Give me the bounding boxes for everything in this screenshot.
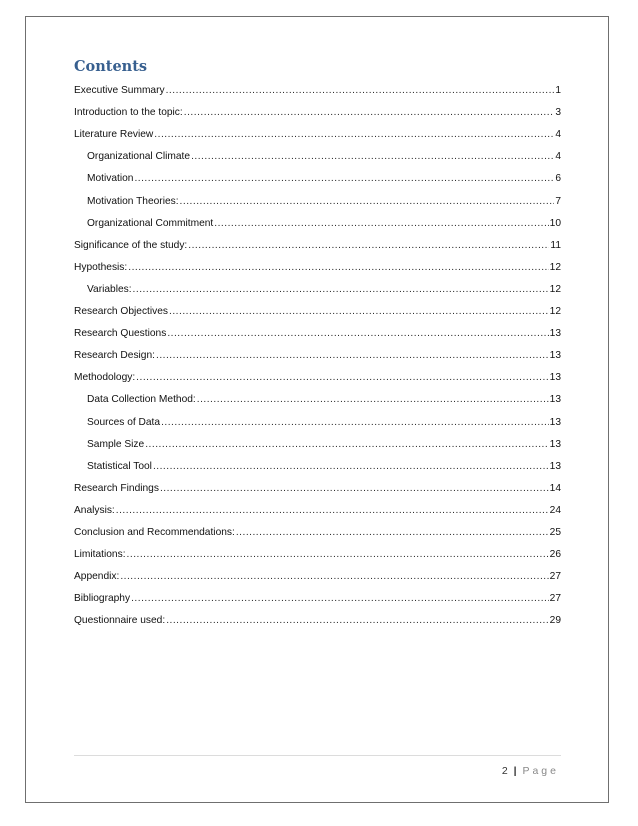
toc-entry-text: Research Questions: [74, 328, 167, 340]
toc-entry[interactable]: [74, 604, 561, 626]
toc-dot-leader: [134, 173, 554, 184]
toc-entry-text: Analysis:: [74, 504, 115, 516]
toc-dot-leader: [169, 306, 549, 317]
toc-entry[interactable]: [74, 428, 561, 450]
toc-entry-page: 12: [549, 283, 561, 295]
footer-page-label: Page: [522, 765, 559, 777]
page-footer: [502, 765, 559, 777]
toc-entry[interactable]: [74, 450, 561, 472]
toc-dot-leader: [160, 483, 549, 494]
toc-entry[interactable]: [74, 472, 561, 494]
toc-entry[interactable]: [74, 538, 561, 560]
toc-entry-page: 13: [549, 350, 561, 362]
toc-entry-text: Research Findings: [74, 482, 159, 494]
toc-dot-leader: [167, 328, 548, 339]
toc-entry-text: Motivation: [87, 173, 134, 185]
toc-dot-leader: [166, 85, 555, 96]
toc-entry[interactable]: [74, 273, 561, 295]
toc-entry[interactable]: [74, 295, 561, 317]
toc-entry-page: 12: [549, 261, 561, 273]
toc-dot-leader: [145, 439, 548, 450]
toc-entry-text: Data Collection Method:: [87, 394, 196, 406]
toc-dot-leader: [191, 151, 554, 162]
toc-entry-text: Significance of the study:: [74, 239, 188, 251]
toc-title: Contents: [74, 58, 148, 75]
toc-dot-leader: [161, 417, 549, 428]
toc-entry-text: Research Objectives: [74, 306, 168, 318]
toc-dot-leader: [166, 615, 548, 626]
footer-page-number: 2: [501, 765, 508, 777]
toc-entry-page: 1: [555, 85, 561, 97]
toc-dot-leader: [184, 107, 555, 118]
toc-entry-text: Motivation Theories:: [87, 195, 179, 207]
toc-entry-page: 13: [549, 328, 561, 340]
toc-dot-leader: [133, 284, 549, 295]
toc-entry-page: 27: [549, 593, 561, 605]
toc-entry-text: Introduction to the topic:: [74, 107, 183, 119]
toc-entry-page: 12: [549, 306, 561, 318]
footer-rule: [74, 755, 561, 756]
toc-entry-text: Research Design:: [74, 350, 155, 362]
toc-dot-leader: [136, 372, 548, 383]
toc-entry-page: 11: [550, 239, 561, 251]
toc-entry-text: Variables:: [87, 283, 132, 295]
toc-entry[interactable]: [74, 140, 561, 162]
toc-entry-text: Organizational Commitment: [87, 217, 214, 229]
toc-entry-text: Appendix:: [74, 571, 120, 583]
toc-entry-text: Questionnaire used:: [74, 615, 166, 627]
toc-entry-page: 10: [549, 217, 561, 229]
toc-entry-page: 7: [555, 195, 561, 207]
toc-dot-leader: [236, 527, 549, 538]
toc-entry[interactable]: [74, 184, 561, 206]
toc-dot-leader: [131, 593, 549, 604]
toc-entry[interactable]: [74, 229, 561, 251]
toc-entry-page: 13: [549, 394, 561, 406]
toc-dot-leader: [156, 350, 549, 361]
toc-entry-page: 26: [549, 549, 561, 561]
toc-entry-text: Literature Review: [74, 129, 154, 141]
toc-entry-page: 25: [549, 526, 561, 538]
toc-entry[interactable]: [74, 405, 561, 427]
toc-entry[interactable]: [74, 339, 561, 361]
toc-entry-page: 4: [555, 129, 561, 141]
toc-entry[interactable]: [74, 251, 561, 273]
toc-entry-text: Bibliography: [74, 593, 131, 605]
toc-entry[interactable]: [74, 383, 561, 405]
toc-entry-page: 13: [549, 460, 561, 472]
toc-entry[interactable]: [74, 560, 561, 582]
toc-entry-text: Statistical Tool: [87, 460, 152, 472]
toc-entry-text: Sample Size: [87, 438, 145, 450]
toc-entry[interactable]: [74, 96, 561, 118]
toc-entry-text: Limitations:: [74, 549, 126, 561]
footer-separator: |: [513, 765, 517, 777]
toc-entry-page: 13: [549, 416, 561, 428]
toc-entry-text: Sources of Data: [87, 416, 161, 428]
toc-entry-page: 29: [549, 615, 561, 627]
toc-dot-leader: [197, 394, 549, 405]
toc-entry-page: 13: [549, 438, 561, 450]
toc-dot-leader: [153, 461, 549, 472]
toc-entry-page: 13: [549, 372, 561, 384]
toc-dot-leader: [120, 571, 548, 582]
toc-dot-leader: [128, 262, 548, 273]
toc-entry-text: Executive Summary: [74, 85, 165, 97]
toc-list: [74, 74, 561, 626]
toc-entry-text: Hypothesis:: [74, 261, 128, 273]
toc-entry-page: 24: [549, 504, 561, 516]
toc-dot-leader: [180, 196, 555, 207]
toc-entry-text: Organizational Climate: [87, 151, 191, 163]
toc-entry-text: Methodology:: [74, 372, 136, 384]
toc-entry[interactable]: [74, 317, 561, 339]
toc-entry[interactable]: [74, 516, 561, 538]
toc-entry-page: 6: [555, 173, 561, 185]
toc-entry-page: 14: [549, 482, 561, 494]
toc-entry-page: 4: [555, 151, 561, 163]
toc-dot-leader: [127, 549, 549, 560]
toc-entry-page: 27: [549, 571, 561, 583]
toc-entry-page: 3: [555, 107, 561, 119]
toc-dot-leader: [188, 240, 549, 251]
toc-entry[interactable]: [74, 582, 561, 604]
toc-entry[interactable]: [74, 118, 561, 140]
toc-entry[interactable]: [74, 162, 561, 184]
toc-entry[interactable]: [74, 494, 561, 516]
toc-dot-leader: [214, 218, 548, 229]
toc-dot-leader: [116, 505, 549, 516]
toc-entry-text: Conclusion and Recommendations:: [74, 526, 235, 538]
toc-dot-leader: [154, 129, 554, 140]
toc-entry[interactable]: [74, 74, 561, 96]
toc-entry[interactable]: [74, 207, 561, 229]
toc-entry[interactable]: [74, 361, 561, 383]
